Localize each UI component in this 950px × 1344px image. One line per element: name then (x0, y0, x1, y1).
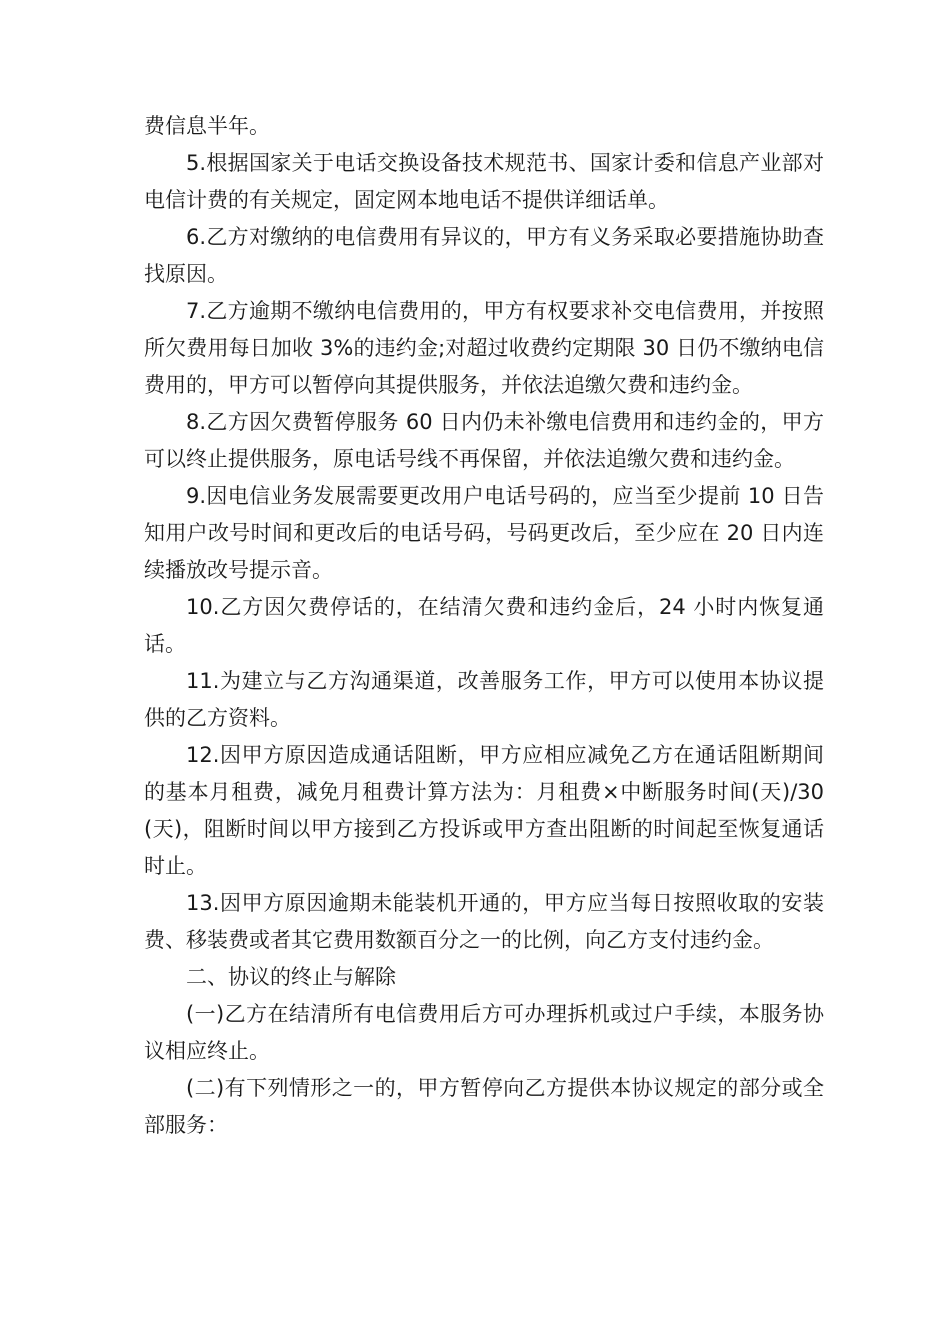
document-body (144, 108, 824, 1144)
paragraph-item-6: 6.乙方对缴纳的电信费用有异议的，甲方有义务采取必要措施协助查找原因。 (144, 225, 824, 286)
paragraph-item-7: 7.乙方逾期不缴纳电信费用的，甲方有权要求补交电信费用，并按照所欠费用每日加收 3%的违约金;对超过收费约定期限 30 日仍不缴纳电信费用的，甲方可以暂停向其提供服务，并依法追缴欠费和违约金。 (144, 299, 824, 397)
section-heading: 二、协议的终止与解除 (186, 965, 396, 989)
paragraph-continuation: 费信息半年。 (144, 114, 270, 138)
paragraph-item-11: 11.为建立与乙方沟通渠道，改善服务工作，甲方可以使用本协议提供的乙方资料。 (144, 669, 824, 730)
paragraph-item-13: 13.因甲方原因逾期未能装机开通的，甲方应当每日按照收取的安装费、移装费或者其它费用数额百分之一的比例，向乙方支付违约金。 (144, 891, 824, 952)
paragraph-item-9: 9.因电信业务发展需要更改用户电话号码的，应当至少提前 10 日告知用户改号时间和更改后的电话号码，号码更改后，至少应在 20 日内连续播放改号提示音。 (144, 484, 824, 582)
paragraph-item-10: 10.乙方因欠费停话的，在结清欠费和违约金后，24 小时内恢复通话。 (144, 595, 824, 656)
paragraph-clause-1: (一)乙方在结清所有电信费用后方可办理拆机或过户手续，本服务协议相应终止。 (144, 1002, 824, 1063)
paragraph-item-8: 8.乙方因欠费暂停服务 60 日内仍未补缴电信费用和违约金的，甲方可以终止提供服务，原电话号线不再保留，并依法追缴欠费和违约金。 (144, 410, 824, 471)
paragraph-item-12: 12.因甲方原因造成通话阻断，甲方应相应减免乙方在通话阻断期间的基本月租费，减免月租费计算方法为：月租费×中断服务时间(天)/30(天)，阻断时间以甲方接到乙方投诉或甲方查出阻断的时间起至恢复通话时止。 (144, 743, 824, 878)
paragraph-item-5: 5.根据国家关于电话交换设备技术规范书、国家计委和信息产业部对电信计费的有关规定，固定网本地电话不提供详细话单。 (144, 151, 824, 212)
paragraph-clause-2: (二)有下列情形之一的，甲方暂停向乙方提供本协议规定的部分或全部服务： (144, 1076, 824, 1137)
